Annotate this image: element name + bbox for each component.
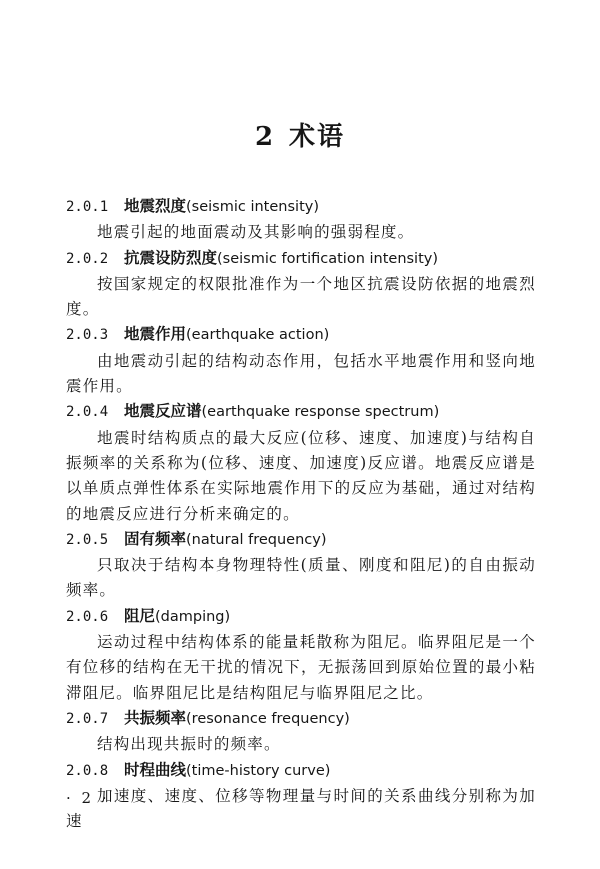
term-name-cn: 时程曲线 <box>124 760 187 779</box>
term-heading <box>66 758 536 784</box>
term-number: 2.0.1 <box>66 199 109 215</box>
term-name-cn: 地震作用 <box>124 325 187 344</box>
term-number: 2.0.5 <box>66 531 109 548</box>
term-heading <box>66 246 536 272</box>
term-name-cn: 固有频率 <box>124 529 187 548</box>
term-entry <box>66 322 536 399</box>
term-heading <box>66 706 536 732</box>
term-name-en: (seismic fortification intensity) <box>217 250 439 267</box>
term-name-en: (natural frequency) <box>186 531 327 548</box>
term-entry <box>66 194 536 246</box>
term-definition: 运动过程中结构体系的能量耗散称为阻尼。临界阻尼是一个有位移的结构在无干扰的情况下，无振荡回到原始位置的最小粘滞阻尼。临界阻尼比是结构阻尼与临界阻尼之比。 <box>66 633 536 702</box>
term-number: 2.0.6 <box>66 608 109 625</box>
term-entry <box>66 604 536 706</box>
term-name-en: (time-history curve) <box>186 762 331 779</box>
term-definition: 按国家规定的权限批准作为一个地区抗震设防依据的地震烈度。 <box>66 274 536 319</box>
term-name-en: (earthquake action) <box>186 327 330 344</box>
terms-list <box>66 194 536 834</box>
chapter-title <box>0 116 600 153</box>
term-definition: 结构出现共振时的频率。 <box>97 735 281 754</box>
term-definition: 加速度、速度、位移等物理量与时间的关系曲线分别称为加速 <box>66 786 536 831</box>
term-definition: 地震引起的地面震动及其影响的强弱程度。 <box>97 223 415 242</box>
term-definition: 由地震动引起的结构动态作用，包括水平地震作用和竖向地震作用。 <box>66 351 536 396</box>
term-entry <box>66 527 536 604</box>
term-definition: 地震时结构质点的最大反应(位移、速度、加速度)与结构自振频率的关系称为(位移、速度、加速度)反应谱。地震反应谱是以单质点弹性体系在实际地震作用下的反应为基础，通过对结构的地震反应进行分析来确定的。 <box>66 428 536 523</box>
page-number: · 2 · <box>66 789 110 807</box>
term-name-en: (seismic intensity) <box>186 199 319 215</box>
term-number: 2.0.3 <box>66 327 109 344</box>
chapter-title-text: 术语 <box>289 122 346 152</box>
chapter-number: 2 <box>254 122 276 152</box>
term-number: 2.0.4 <box>66 404 109 421</box>
term-name-cn: 阻尼 <box>124 606 156 625</box>
term-number: 2.0.2 <box>66 250 109 267</box>
term-entry <box>66 706 536 758</box>
term-entry <box>66 399 536 526</box>
term-name-cn: 抗震设防烈度 <box>124 248 218 267</box>
term-heading <box>66 399 536 425</box>
term-definition: 只取决于结构本身物理特性(质量、刚度和阻尼)的自由振动频率。 <box>66 556 536 600</box>
term-number: 2.0.7 <box>66 710 109 727</box>
term-heading <box>66 322 536 348</box>
term-heading <box>66 604 536 630</box>
term-entry <box>66 758 536 835</box>
term-name-cn: 地震反应谱 <box>124 402 202 421</box>
term-entry <box>66 246 536 323</box>
term-heading <box>66 194 536 220</box>
term-name-en: (damping) <box>155 608 231 625</box>
term-name-en: (resonance frequency) <box>186 710 350 727</box>
term-name-en: (earthquake response spectrum) <box>201 404 440 421</box>
term-heading <box>66 527 536 553</box>
term-number: 2.0.8 <box>66 762 109 779</box>
term-name-cn: 共振频率 <box>124 708 187 727</box>
term-name-cn: 地震烈度 <box>124 197 187 215</box>
